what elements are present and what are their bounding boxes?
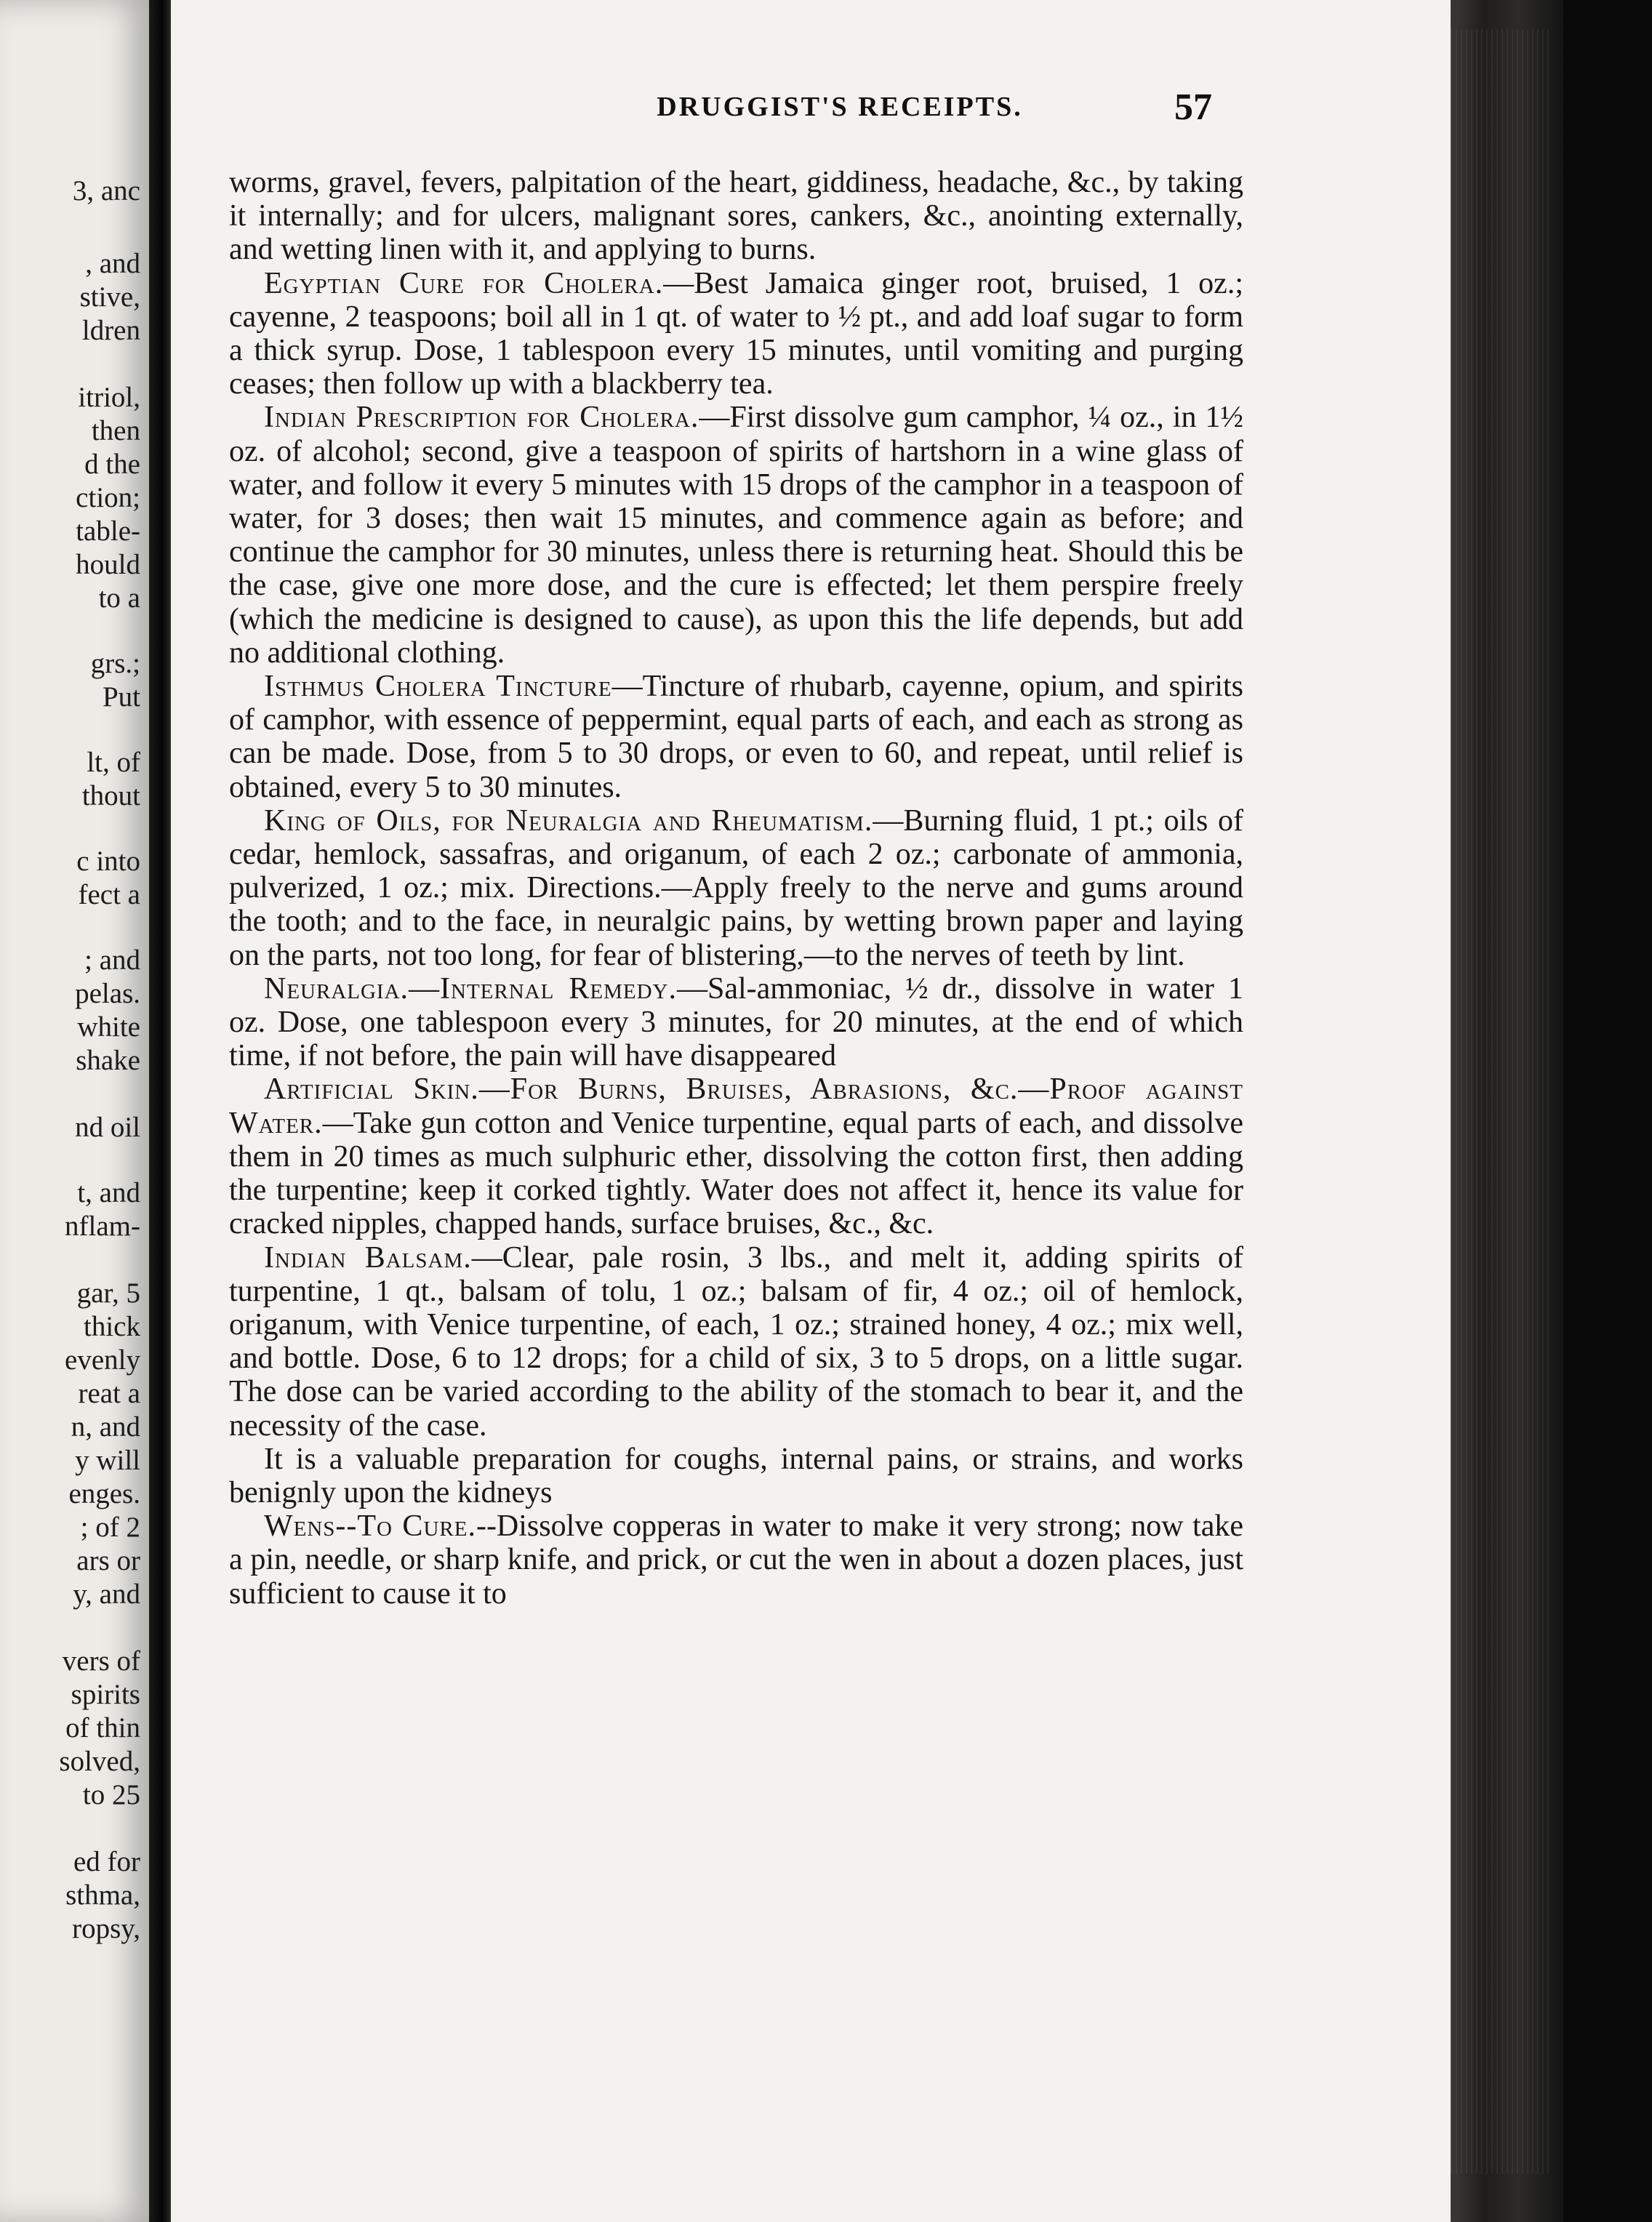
left-page-fragment: ; of 2 [80,1512,140,1543]
recipe-title: Wens--To Cure. [264,1509,476,1544]
recipe-title: Neuralgia.—Internal Remedy. [264,971,677,1006]
left-page-fragment: ; and [84,944,140,976]
paragraph-text: --Dissolve copperas in water to make it very strong; now take a pin, needle, or sharp knife, and prick, or cut the wen in about a dozen places, just sufficient to cause it to [229,1509,1243,1611]
recipe-title: Isthmus Cholera Tincture [264,670,612,704]
left-page-fragment: table- [76,516,140,547]
left-page-fragment: to 25 [82,1779,140,1810]
recipe-title: Egyptian Cure for Cholera. [264,266,664,300]
paragraph-text: —Tincture of rhubarb, cayenne, opium, and spirits of camphor, with essence of peppermint, equal parts of each, and each as strong as can be made. Dose, from 5 to 30 drops, or even to 60, and repeat, until relief is obtained, every 5 to 30 minutes. [229,670,1244,804]
left-page-fragment: fect a [78,879,140,910]
left-page-fragment: ropsy, [72,1913,140,1944]
paragraph [229,804,1243,972]
left-page-fragment: y will [75,1445,140,1476]
left-page-fragment: to a [98,582,140,614]
left-page-fragment: ction; [76,482,140,513]
left-page-fragment: t, and [77,1177,140,1208]
book-gutter [149,0,171,2222]
paragraph-text: —Take gun cotton and Venice turpentine, equal parts of each, and dissolve them in 20 times as much sulphuric ether, dissolving the cotton first, then adding the turpentine; keep it corked tightly. Water does not affect it, hence its value for cracked nipples, chapped hands, surface bruises, &c., &c. [229,1106,1243,1241]
left-page-fragment: itriol, [78,382,140,413]
left-page-fragment: spirits [71,1679,140,1710]
left-page-fragment: n, and [71,1411,140,1443]
paragraph-text: —First dissolve gum camphor, ¼ oz., in 1½ oz. of alcohol; second, give a teaspoon of spirits of hartshorn in a wine glass of water, and follow it every 5 minutes with 15 drops of the camphor in a teaspoon of water, for 3 doses; then wait 15 minutes, and commence again as before; and continue the camphor for 30 minutes, unless there is returning heat. Should this be the case, give one more dose, and the cure is effected; let them perspire freely (which the medicine is designed to cause), as upon this the life depends, but add no additional clothing. [229,401,1244,670]
left-page-fragment: shake [76,1045,140,1076]
left-page-fragment: stive, [79,281,140,313]
paragraph [229,267,1243,401]
left-page-fragment: Put [102,681,140,713]
left-page-fragment: white [77,1011,140,1043]
left-page-fragment: vers of [62,1645,140,1677]
paragraph [229,1509,1243,1611]
left-page-text-fragments [0,0,149,2222]
left-page-fragment: then [91,415,140,446]
paragraph [229,1443,1243,1509]
paragraph [229,166,1243,267]
left-page-fragment: ed for [73,1846,140,1877]
paragraph-text: —Best Jamaica ginger root, bruised, 1 oz.; cayenne, 2 teaspoons; boil all in 1 qt. of water to ½ pt., and add loaf sugar to form a thick syrup. Dose, 1 tablespoon every 15 minutes, until vomiting and purging ceases; then follow up with a blackberry tea. [229,266,1243,401]
left-page-fragment: thick [84,1311,140,1342]
paragraph [229,670,1243,804]
left-page-fragment: ars or [76,1545,140,1576]
left-page-fragment: nd oil [75,1112,140,1143]
running-head: DRUGGIST'S RECEIPTS. [657,92,1023,122]
paragraph [229,401,1243,670]
left-page-fragment: 3, anc [72,175,140,206]
paragraph [229,972,1243,1073]
body-text [229,166,1243,1611]
left-page-fragment: reat a [78,1378,140,1409]
left-page-fragment: lt, of [87,747,140,778]
paragraph [229,1072,1243,1240]
left-page-fragment: enges. [68,1478,140,1509]
left-page-fragment: hould [76,549,140,580]
recipe-title: Indian Prescription for Cholera. [264,401,699,435]
paragraph-text: —Burning fluid, 1 pt.; oils of cedar, hemlock, sassafras, and origanum, of each 2 oz.; carbonate of ammonia, pulverized, 1 oz.; mix. Directions.—Apply freely to the nerve and gums around the tooth; and to the face, in neuralgic pains, by wetting brown paper and laying on the parts, not too long, for fear of blistering,—to the nerves of teeth by lint. [229,803,1244,972]
left-page-fragment: c into [76,846,140,877]
left-page-fragment: d the [84,449,140,480]
paragraph-text: It is a valuable preparation for coughs, internal pains, or strains, and works benignly upon the kidneys [229,1442,1243,1509]
page-edge-lines [1451,29,1552,2174]
left-page-fragment: thout [81,780,140,811]
left-page-fragment: pelas. [75,978,140,1009]
page-number: 57 [1174,87,1212,128]
left-page-fragment: ldren [81,315,140,346]
left-page-fragment: grs.; [90,648,140,679]
left-page-fragment: solved, [59,1746,140,1777]
paragraph [229,1241,1243,1443]
left-page-fragment: gar, 5 [76,1278,140,1309]
left-page-fragment: , and [85,248,140,279]
left-page-fragment: y, and [73,1579,140,1610]
left-page-fragment: evenly [65,1344,140,1376]
paragraph-text: —Clear, pale rosin, 3 lbs., and melt it, adding spirits of turpentine, 1 qt., balsam of tolu, 1 oz.; balsam of fir, 4 oz.; oil of hemlock, origanum, with Venice turpentine, of each, 1 oz.; strained honey, 4 oz.; mix well, and bottle. Dose, 6 to 12 drops; for a child of six, 3 to 5 drops, on a little sugar. The dose can be varied according to the ability of the stomach to bear it, and the necessity of the case. [229,1240,1243,1443]
recipe-title: King of Oils, for Neuralgia and Rheumatism. [264,803,873,838]
left-page-fragment: of thin [65,1712,140,1744]
paragraph-text: —Sal-ammoniac, ½ dr., dissolve in water 1 oz. Dose, one tablespoon every 3 minutes, for 20 minutes, at the end of which time, if not before, the pain will have disappeared [229,971,1243,1073]
paragraph-text: worms, gravel, fevers, palpitation of the heart, giddiness, headache, &c., by taking it internally; and for ulcers, malignant sores, cankers, &c., anointing externally, and wetting linen with it, and applying to burns. [229,166,1243,267]
left-page-fragment: nflam- [65,1211,140,1242]
recipe-title: Indian Balsam. [264,1240,472,1275]
recipe-title: Artificial Skin.—For Burns, Bruises, Abrasions, &c.—Proof against Water. [229,1072,1243,1140]
left-page-fragment: sthma, [65,1880,140,1911]
